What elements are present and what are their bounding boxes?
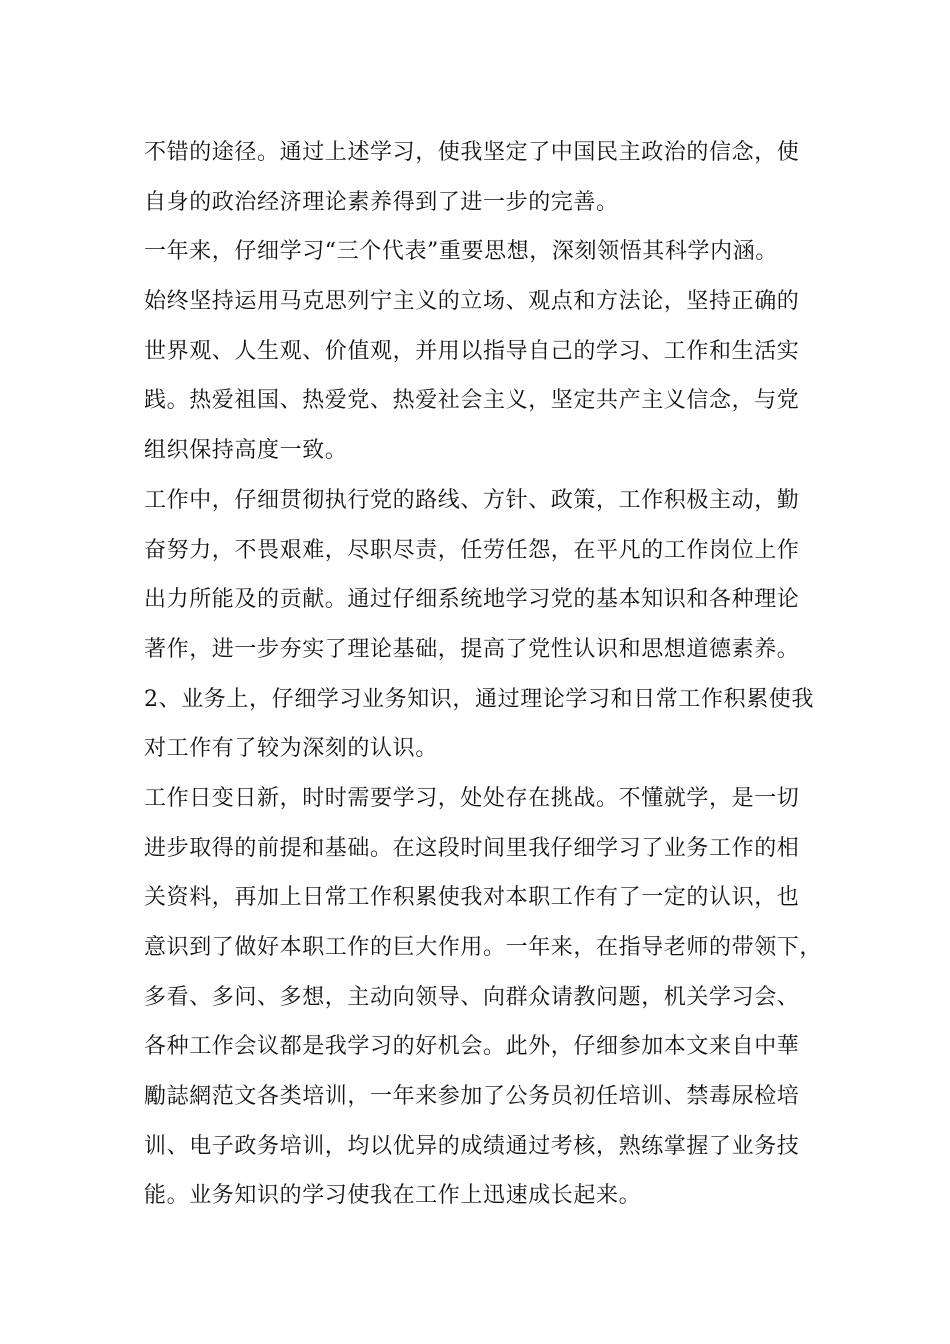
text-line: 不错的途径。通过上述学习，使我坚定了中国民主政治的信念，使 — [144, 140, 800, 165]
text-line: 进步取得的前提和基础。在这段时间里我仔细学习了业务工作的相 — [144, 835, 800, 861]
text-line: 一年来，仔细学习“三个代表”重要思想，深刻领悟其科学内涵。 — [144, 239, 778, 265]
text-line: 关资料，再加上日常工作积累使我对本职工作有了一定的认识，也 — [144, 885, 800, 911]
text-line: 始终坚持运用马克思列宁主义的立场、观点和方法论，坚持正确的 — [144, 289, 800, 315]
text-line: 世界观、人生观、价值观，并用以指导自己的学习、工作和生活实 — [144, 338, 800, 364]
text-line: 勵誌網范文各类培训，一年来参加了公务员初任培训、禁毒尿检培 — [144, 1084, 800, 1110]
text-line: 出力所能及的贡献。通过仔细系统地学习党的基本知识和各种理论 — [144, 587, 800, 613]
text-line: 训、电子政务培训，均以优异的成绩通过考核，熟练掌握了业务技 — [144, 1133, 800, 1159]
document-body — [144, 128, 834, 1221]
text-line: 组织保持高度一致。 — [144, 438, 348, 464]
text-line: 能。业务知识的学习使我在工作上迅速成长起来。 — [144, 1183, 642, 1209]
text-line: 2、业务上，仔细学习业务知识，通过理论学习和日常工作积累使我 — [144, 686, 814, 712]
text-line: 自身的政治经济理论素养得到了进一步的完善。 — [144, 189, 619, 215]
text-line: 多看、多问、多想，主动向领导、向群众请教问题，机关学习会、 — [144, 984, 800, 1010]
text-line: 工作中，仔细贯彻执行党的路线、方针、政策，工作积极主动，勤 — [144, 487, 800, 513]
text-line: 奋努力，不畏艰难，尽职尽责，任劳任怨，在平凡的工作岗位上作 — [144, 537, 800, 563]
text-line: 工作日变日新，时时需要学习，处处存在挑战。不懂就学，是一切 — [144, 785, 800, 811]
text-line: 意识到了做好本职工作的巨大作用。一年来，在指导老师的带领下， — [144, 935, 823, 960]
text-line: 对工作有了较为深刻的认识。 — [144, 736, 438, 762]
text-line: 各种工作会议都是我学习的好机会。此外，仔细参加本文来自中華 — [144, 1034, 800, 1060]
text-line: 著作，进一步夯实了理论基础，提高了党性认识和思想道德素养。 — [144, 636, 800, 662]
text-line: 践。热爱祖国、热爱党、热爱社会主义，坚定共产主义信念，与党 — [144, 388, 800, 414]
